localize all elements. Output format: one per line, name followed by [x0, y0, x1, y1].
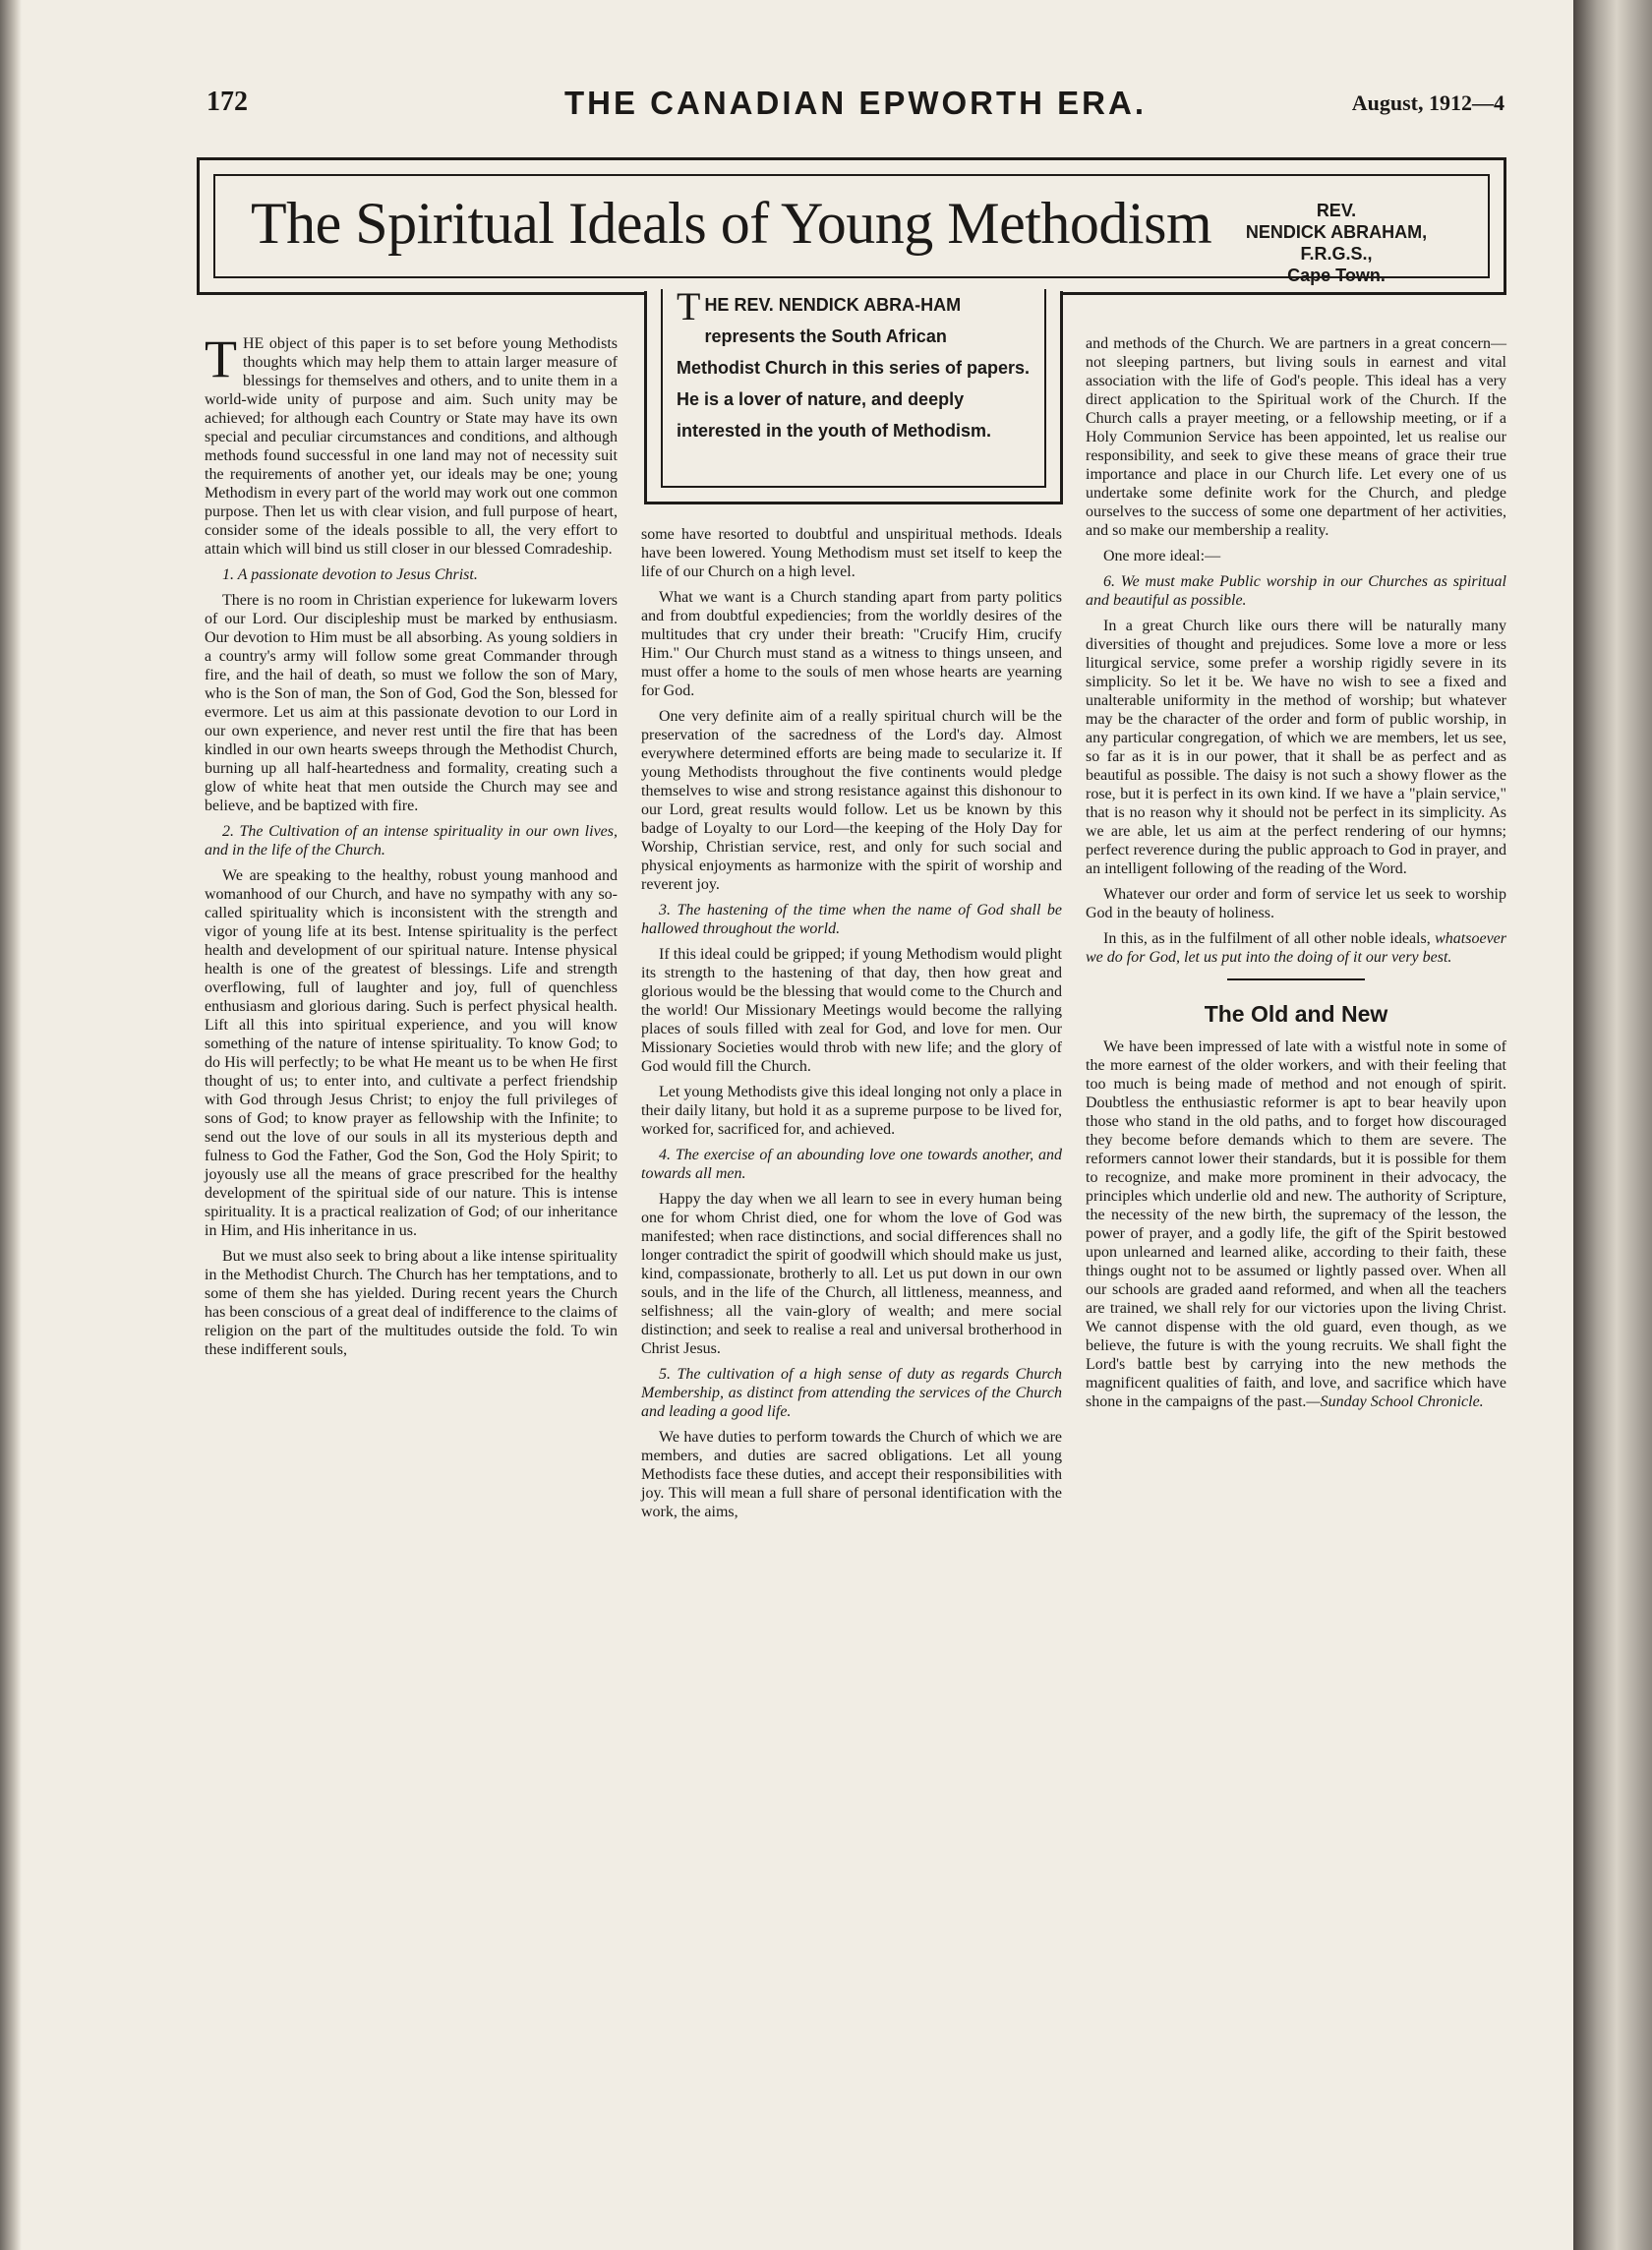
drop-cap: T [205, 329, 237, 388]
sub-heading: The Old and New [1204, 1001, 1388, 1027]
paragraph: and methods of the Church. We are partners in a great concern—not sleeping partners, but living souls in earnest and vital association with the life of God's people. This ideal has a very direct application to the Spiritual work of the Church. If the Church calls a prayer meeting, or a fellowship meeting, or if a Holy Communion Service has been appointed, let us realise our responsibility, and seek to give these means of grace their true importance and place in our Church life. Let every one of us undertake some definite work for the Church, and pledge ourselves to the success of some one department of her activities, and so make our membership a reality. [1086, 335, 1506, 539]
paragraph [1086, 1037, 1506, 1411]
paragraph: Whatever our order and form of service let us seek to worship God in the beauty of holiness. [1086, 886, 1506, 921]
paragraph: Let young Methodists give this ideal longing not only a place in their daily litany, but hold it as a supreme purpose to be lived for, worked for, sacrificed for, and achieved. [641, 1084, 1062, 1138]
intro-frame-inner [661, 284, 1046, 488]
title-frame [197, 157, 1506, 295]
page-number: 172 [206, 87, 248, 117]
column-1 [205, 329, 618, 1366]
paragraph: There is no room in Christian experience for lukewarm lovers of our Lord. Our discipleship must be marked by enthusiasm. Our devotion to Him must be all absorbing. As young soldiers in a country's army will follow some great Commander through fire, and the hail of death, so must we follow the son of Mary, who is the Son of man, the Son of God, God the Son, blessed for evermore. Let us aim at this passionate devotion to our Lord in our own experience, and never rest until the fire that has been kindled in our own hearts sweeps through the Methodist Church, burning up all half-heartedness and formality, creating such a glow of white heat that men outside the Church may see and believe, and be baptized with fire. [205, 592, 618, 814]
byline-rev: REV. [1316, 201, 1357, 220]
paragraph [1086, 929, 1506, 967]
source-credit: —Sunday School Chronicle. [1306, 1393, 1484, 1410]
paragraph: some have resorted to doubtful and unspiritual methods. Ideals have been lowered. Young Methodism must set itself to keep the life of our Church on a high level. [641, 526, 1062, 580]
article-title: The Spiritual Ideals of Young Methodism [251, 191, 1212, 256]
ideal-heading-4: 4. The exercise of an abounding love one towards another, and towards all men. [641, 1147, 1062, 1182]
intro-box [677, 284, 1031, 446]
intro-drop-cap: T [677, 284, 701, 328]
ideal-heading-6: 6. We must make Public worship in our Churches as spiritual and beautiful as possible. [1086, 573, 1506, 609]
ideal-heading-3: 3. The hastening of the time when the name of God shall be hallowed throughout the world. [641, 902, 1062, 937]
paragraph-text: HE object of this paper is to set before young Methodists thoughts which may help them to attain larger measure of blessings for themselves and others, and to unite them in a world-wide unity of purpose and aim. Such unity may be achieved; for although each Country or State may have its own special and peculiar circumstances and conditions, and although methods found successful in one land may not of necessity suit the requirements of another yet, our ideals may be one; young Methodism in every part of the world may work out one common purpose. Then let us with clear vision, and full purpose of heart, consider some of the ideals possible to all, the very effort to attain which will bind us still closer in our blessed Comradeship. [205, 335, 618, 558]
paragraph: We have duties to perform towards the Church of which we are members, and duties are sacred obligations. Let all young Methodists face these duties, and accept their responsibilities with joy. This will mean a full share of personal identification with the work, the aims, [641, 1429, 1062, 1520]
byline-author: NENDICK ABRAHAM, F.R.G.S., [1245, 222, 1428, 264]
ideal-heading-1: 1. A passionate devotion to Jesus Christ. [222, 566, 478, 583]
intro-text: HE REV. NENDICK ABRA-HAM represents the South African Methodist Church in this series of papers. He is a lover of nature, and deeply interested in the youth of Methodism. [677, 295, 1031, 441]
column-3 [1086, 334, 1506, 1418]
paragraph-text: We have been impressed of late with a wistful note in some of the more earnest of the older workers, and with their feeling that too much is being made of method and not enough of spirit. Doubtless the enthusiastic reformer is apt to bear heavily upon those who stand in the old paths, and to forget how discouraged they become before demands which to them are severe. The reformers cannot lower their standards, but it is possible for them to recognize, and make more prominent in their advocacy, the principles which underlie old and new. The authority of Scripture, the necessity of the new birth, the supremacy of the lesson, the power of prayer, and a godly life, the gift of the Spirit bestowed upon unlearned and learned alike, according to their faith, these things ought not to be assumed or lightly passed over. When all our schools are graded aand reformed, and when all the teachers are trained, we shall rely for our victories upon the living Christ. We cannot dispense with the old guard, even though, as we believe, the future is with the young recruits. We shall fight the Lord's battle best by carrying into the new methods the magnificent qualities of faith, and love, and sacrifice which have shone in the campaigns of the past. [1086, 1038, 1506, 1410]
paragraph: Happy the day when we all learn to see in every human being one for whom Christ died, one for whom the love of God was manifested; when race distinctions, and social differences shall no longer contradict the spirit of goodwill which should make us just, kind, compassionate, brotherly to all. Let us put down in our own souls, and in the life of the Church, all littleness, meanness, and selfishness; all the vain-glory of wealth; and mere social distinction; and seek to realise a real and universal brotherhood in Christ Jesus. [641, 1191, 1062, 1357]
next-page-edge [1573, 0, 1652, 2250]
paragraph-text: In this, as in the fulfilment of all other noble ideals, [1103, 930, 1436, 947]
intro-frame [644, 284, 1063, 504]
title-frame-inner [213, 174, 1490, 285]
paragraph [205, 329, 618, 559]
byline-location: Cape Town. [1287, 266, 1386, 285]
paragraph: But we must also seek to bring about a like intense spirituality in the Methodist Church. The Church has her temptations, and to some of them she has yielded. During recent years the Church has been conscious of a great deal of indifference to the claims of religion on the part of the multitudes outside the fold. To win these indifferent souls, [205, 1248, 618, 1358]
running-head [206, 87, 1504, 126]
paragraph: In a great Church like ours there will be naturally many diversities of thought and prejudices. Some love a more or less liturgical service, some prefer a worship rigidly severe in its simplicity. So let it be. We have no wish to see a fixed and unalterable uniformity in the method of worship; but whatever may be the character of the order and form of public worship, in any particular congregation, of which we are members, let us see, so far as it is in our power, that it shall be as perfect and as beautiful as possible. The daisy is not such a showy flower as the rose, but it is perfect in its own kind. If we have a "plain service," that is no reason why it should not be perfect in its simplicity. As we are able, let us aim at the perfect rendering of our hymns; perfect reverence during the public approach to God in prayer, and an intelligent following of the reading of the Word. [1086, 618, 1506, 877]
paragraph: If this ideal could be gripped; if young Methodism would plight its strength to the hastening of that day, then how great and glorious would be the blessing that would come to the Church and the world! Our Missionary Meetings would become the rallying places of souls filled with zeal for God, and love for men. Our Missionary Societies would throb with new life; and the glory of God would fill the Church. [641, 946, 1062, 1075]
byline [1218, 200, 1454, 286]
paragraph: One very definite aim of a really spiritual church will be the preservation of the sacredness of the Lord's day. Almost everywhere determined efforts are being made to secularize it. If young Methodists throughout the five continents would pledge themselves to wise and strong resistance against this dishonour to our Lord, great results would follow. Let us be known by this badge of Loyalty to our Lord—the keeping of the Holy Day for Worship, Christian service, rest, and only for such social and physical enjoyments as harmonize with the spirit of worship and reverent joy. [641, 708, 1062, 893]
magazine-title: THE CANADIAN EPWORTH ERA. [564, 85, 1147, 121]
paragraph: We are speaking to the healthy, robust young manhood and womanhood of our Church, and have no sympathy with any so-called spirituality which is inconsistent with the strength and vigor of young life at its best. Intense spirituality is the perfect health and development of our spiritual nature. Intense physical health is one of the greatest of blessings. Life and strength overflowing, full of laughter and joy, full of quenchless enthusiasm and glorious daring. Such is perfect physical health. Lift all this into spiritual experience, and you will know something of the nature of intense spirituality. To know God; to do His will perfectly; to be what He meant us to be when He first thought of us; to enter into, and cultivate a perfect friendship with God through Jesus Christ; to enjoy the full privileges of sons of God; to know prayer as fellowship with the Infinite; to send out the love of our souls in all its mysterious depth and fulness to God the Father, God the Son, God the Holy Spirit; to joyously use all the means of grace prescribed for the healthy development of the spiritual side of our nature. This is intense spirituality. It is a practical realization of God; of our inheritance in Him, and His inheritance in us. [205, 867, 618, 1239]
section-divider [1227, 978, 1365, 980]
paragraph: One more ideal:— [1103, 548, 1221, 564]
ideal-heading-5: 5. The cultivation of a high sense of duty as regards Church Membership, as distinct from attending the services of the Church and leading a good life. [641, 1366, 1062, 1420]
column-2 [641, 525, 1062, 1528]
issue-date: August, 1912—4 [1351, 90, 1504, 115]
ideal-heading-2: 2. The Cultivation of an intense spirituality in our own lives, and in the life of the Church. [205, 823, 618, 859]
paragraph: What we want is a Church standing apart from party politics and from doubtful expediencies; from the worldly desires of the multitudes that cry under their breath: "Crucify Him, crucify Him." Our Church must stand as a witness to things unseen, and must offer a home to the souls of men whose hearts are yearning for God. [641, 589, 1062, 699]
paragraph-emphasis: whatsoever we do for God, let us put into the doing of it our very best. [1086, 930, 1506, 966]
binding-shadow [0, 0, 22, 2250]
